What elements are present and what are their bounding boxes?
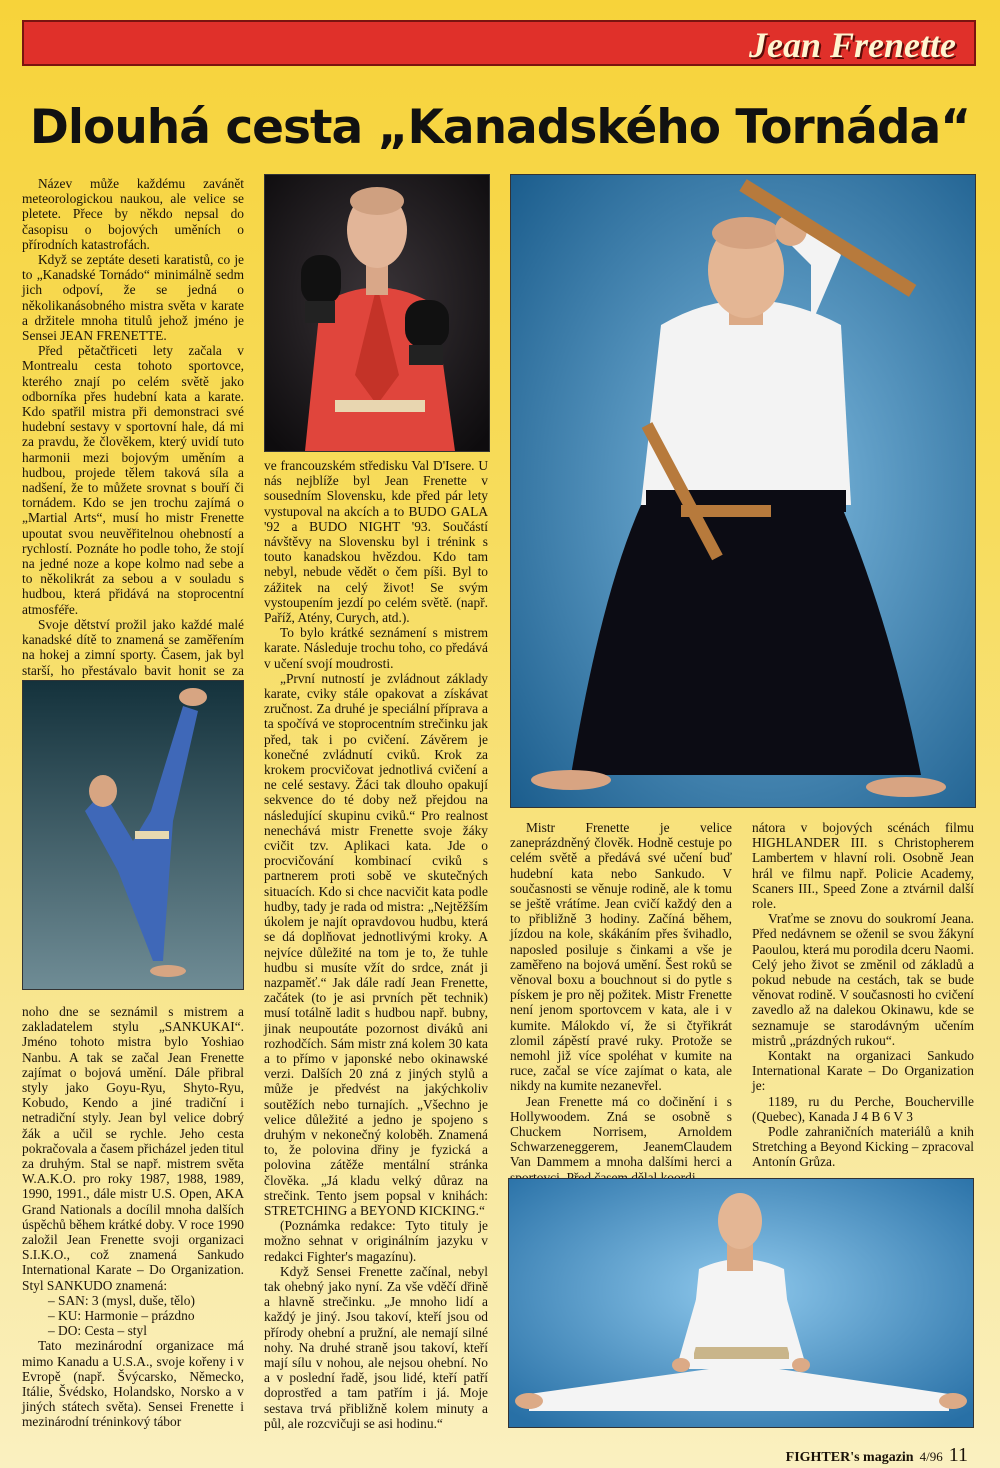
sankudo-list [22, 1293, 244, 1339]
magazine-name: FIGHTER's magazin [785, 1450, 914, 1465]
paragraph: Kontakt na organizaci Sankudo International Karate – Do Organization je: [752, 1048, 974, 1094]
paragraph: ve francouzském středisku Val D'Isere. U nás nejblíže byl Jean Frenette v sousedním Slovensku, kde před pár lety vystupoval na akcích a to BUDO GALA '92 a BUDO NIGHT '93. Součástí návštěvy na Slovensku byl i trénink s touto kanadskou hvězdou. Kdo tam nebyl, nebude vědět o čem píši. Byl to zážitek na celý život! Se svým vystoupením jezdí po celém světě. (např. Paříž, Atény, Curych, atd.). [264, 458, 488, 626]
paragraph: Podle zahraničních materiálů a knih Stretching a Beyond Kicking – zpracoval Antonín Grůza. [752, 1124, 974, 1170]
paragraph: „První nutností je zvládnout základy karate, cviky stále opakovat a získávat zručnost. Za druhé je speciální příprava a ta spočívá ve stoprocentním strečinku jak před, tak i po cvičení. Závěrem je konečné zvládnutí cviků. Krok za krokem procvičovat jednotlivá cvičení a ne celé sestavy. Žáci tak dlouho opakují sekvence do té doby než přejdou na následující skupinu cviků.“ Pro realnost nenechává mistr Frenette svoje žáky cvičit tzv. Aplikaci kata. Jde o procvičování kombinací cviků s partnerem proti sobě ve skutečných situacích. Kdo si chce nacvičit kata podle hudby, tady je rada od mistra: „Nejtěžším úkolem je najít opravdovou hudbu, která se dá doplňovat jednotlivými kroky. A nejvíce důležité na tom je to, že tuhle hudbu si musíte vžít do srdce, znát ji nazpaměť.“ Jak dále radí Jean Frenette, začátek (to je asi prvních pět technik) musí totálně ladit s hudbou např. bubny, jinak neupoutáte pozornost diváků ani rozhodčích. Sám mistr zná kolem 30 kata a to přímo v japonské nebo okinawské verzi. Dalších 20 zná z jiných stylů a může je předvést na jakýchkoliv soutěžích nebo turnajích. „Všechno je velice důležité a jedno je spojeno s druhým v nekonečný koloběh. Znamená to, že polovina dřiny je fyzická a polovina zátěže mentální stránka člověka. „Já kladu velký důraz na strečink. Tento jsem popsal v knihách: STRETCHING a BEYOND KICKING.“ [264, 670, 488, 1218]
column-3 [510, 820, 732, 1170]
page-number: 11 [948, 1444, 968, 1466]
paragraph: noho dne se seznámil s mistrem a zakladatelem stylu „SANKUKAI“. Jméno tohoto mistra bylo Yoshiao Nanbu. A tak se začal Jean Frenette zajímat o bojová umění. Dále přibral styly jako Goyu-Ryu, Shyto-Ryu, Kobudo, Kendo a jiné tradiční i netradiční styly. Jean byl velice dobrý žák a učil se rychle. Jeho cesta pokračovala a časem přicházel jeden titul za druhým. Stal se např. mistrem světa W.A.K.O. pro roky 1987, 1988, 1989, 1990, 1991., dále mistr U.S. Open, AKA Grand Nationals a docílil mnoha dalších úspěchů během krátké doby. V roce 1990 založil Jean Frenette svoji organizaci S.I.K.O., což znamená Sankudo International Karate – Do Organization. Styl SANKUDO znamená: [22, 1004, 244, 1293]
paragraph: Vraťme se znovu do soukromí Jeana. Před nedávnem se oženil se svou žákyní Paoulou, která mu porodila dceru Naomi. Celý jeho život se změnil od základů a pokud nebude na cestách, tak se bude věnovat rodině. V současnosti ho cvičení zavedlo až na dalekou Okinawu, kde se seznamuje se starodávným učením mistrů „prázdných rukou“. [752, 911, 975, 1048]
column-4 [752, 820, 975, 1170]
paragraph: Mistr Frenette je velice zaneprázdněný člověk. Hodně cestuje po celém světě a předává své učení buď hudební kata nebo Sankudo. V současnosti se věnuje rodině, ale k tomu se ještě vrátíme. Jean cvičí každý den a to přibližně 3 hodiny. Začíná během, jízdou na kole, skákáním přes švihadlo, naposled posiluje s činkami a vše je zaměřeno na bojová umění. Šest roků se věnoval boxu a bouchnout si do pytle s pískem je pro něj požitek. Mistr Frenette není jenom sportovcem v kata, ale i v kumite. Málokdo ví, že si čtyřikrát zlomil zápěstí pravé ruky. Protože se nemohl již více spoléhat v kumite na ruce, začal se více zajímat o kata, ale nikdy na kumite nezanevřel. [510, 820, 732, 1094]
list-item: – SAN: 3 (mysl, duše, tělo) [48, 1293, 244, 1308]
photo-red-gi-boxing-gloves [264, 174, 490, 452]
column-1-bottom [22, 1004, 244, 1430]
paragraph: Svoje dětství prožil jako každé malé kanadské dítě to znamená se zaměřením na hokej a zimní sporty. Časem, jak byl starší, ho přestávalo bavit honit se za [22, 616, 244, 678]
header-banner [22, 20, 976, 66]
photo-split-stretch [508, 1178, 974, 1428]
list-item: – DO: Cesta – styl [48, 1323, 244, 1338]
photo-red-gi-illustration [265, 175, 489, 451]
photo-split-illustration [509, 1179, 973, 1427]
photo-high-kick-illustration [23, 681, 243, 989]
banner-name: Jean Frenette [749, 25, 956, 65]
photo-kobudo-illustration [511, 175, 975, 807]
paragraph: (Poznámka redakce: Tyto tituly je možno sehnat v originálním jazyku v redakci Fighter's magazínu). [264, 1218, 488, 1264]
paragraph: Jean Frenette má co dočinění i s Hollywoodem. Zná se osobně s Chuckem Norrisem, Arnoldem Schwarzeneggerem, JeanemClaudem Van Dammem a mnoha dalšími herci a [510, 1093, 732, 1170]
photo-kobudo-stances [510, 174, 976, 808]
issue-number: 4/96 [919, 1449, 943, 1464]
paragraph: To bylo krátké seznámení s mistrem karate. Následuje trochu toho, co předává v učení svojí moudrosti. [264, 625, 488, 671]
page-footer [786, 1444, 968, 1467]
paragraph: Když Sensei Frenette začínal, nebyl tak ohebný jako nyní. Za vše vděčí dřině a hlavně strečinku. „Je mnoho lidí a každý je jiný. Jsou takoví, kteří jsou od přírody ohební a pružní, ale nemají silné nohy. Na druhé straně jsou takoví, kteří mají sílu v nohou, ale nejsou ohební. No a v poslední řadě, jsou lidé, kteří patří doprostřed a tam patřím i já. Moje sestava trvá přibližně kolem minuty a půl, ale rozcvičuji se asi hodinu.“ [264, 1263, 488, 1431]
paragraph: Název může každému zavánět meteorologickou naukou, ale velice se pletete. Přece by někdo nepsal do časopisu o bojových uměních o přírodních katastrofách. [22, 176, 244, 252]
paragraph: nátora v bojových scénách filmu HIGHLANDER III. s Christopherem Lambertem v hlavní roli. Osobně Jean hrál ve filmu např. Policie Academy, Scaners III., Speed Zone a ztvárnil další role. [752, 820, 974, 912]
paragraph: 1189, ru du Perche, Boucherville (Quebec), Kanada J 4 B 6 V 3 [752, 1093, 974, 1124]
paragraph: Tato mezinárodní organizace má mimo Kanadu a U.S.A., svoje kořeny i v Evropě (např. Švýcarsko, Německo, Itálie, Švédsko, Holandsko, Norsko a v jiných státech světa). Sensei Frenette i mezinárodní tréninkový tábor [22, 1338, 244, 1430]
list-item: – KU: Harmonie – prázdno [48, 1308, 244, 1323]
paragraph: Před pětačtřiceti lety začala v Montrealu cesta tohoto sportovce, kterého znají po celém světě jako odborníka přes hudební kata a karate. Kdo spatřil mistra při demonstraci své hudební sestavy v sportovní hale, dá mi za pravdu, že člověkem, který uvidí tuto harmonii mezi bojovým uměním a hudbou, projede tělem taková síla a nadšení, že to můžete srovnat s bouří či tornádem. Kdo se jen trochu zajímá o „Martial Arts“, musí ho mistr Frenette upoutat svou neuvěřitelnou ohebností a rychlostí. Poznáte ho podle toho, že stojí na jedné noze a kope kolmo nad sebe a to několikrát za sebou a v souladu s hudbou, která přidává na stoprocentní atmosféře. [22, 343, 244, 617]
column-2 [264, 458, 488, 1431]
paragraph: Když se zeptáte deseti karatistů, co je to „Kanadské Tornádo“ minimálně sedm jich odpoví, že se jedná o několikanásobného mistra světa v karate a držitele mnoha titulů jehož jméno je Sensei JEAN FRENETTE. [22, 252, 244, 344]
article-headline: Dlouhá cesta „Kanadského Tornáda“ [29, 100, 971, 155]
photo-high-kick [22, 680, 244, 990]
column-1-top [22, 176, 244, 678]
